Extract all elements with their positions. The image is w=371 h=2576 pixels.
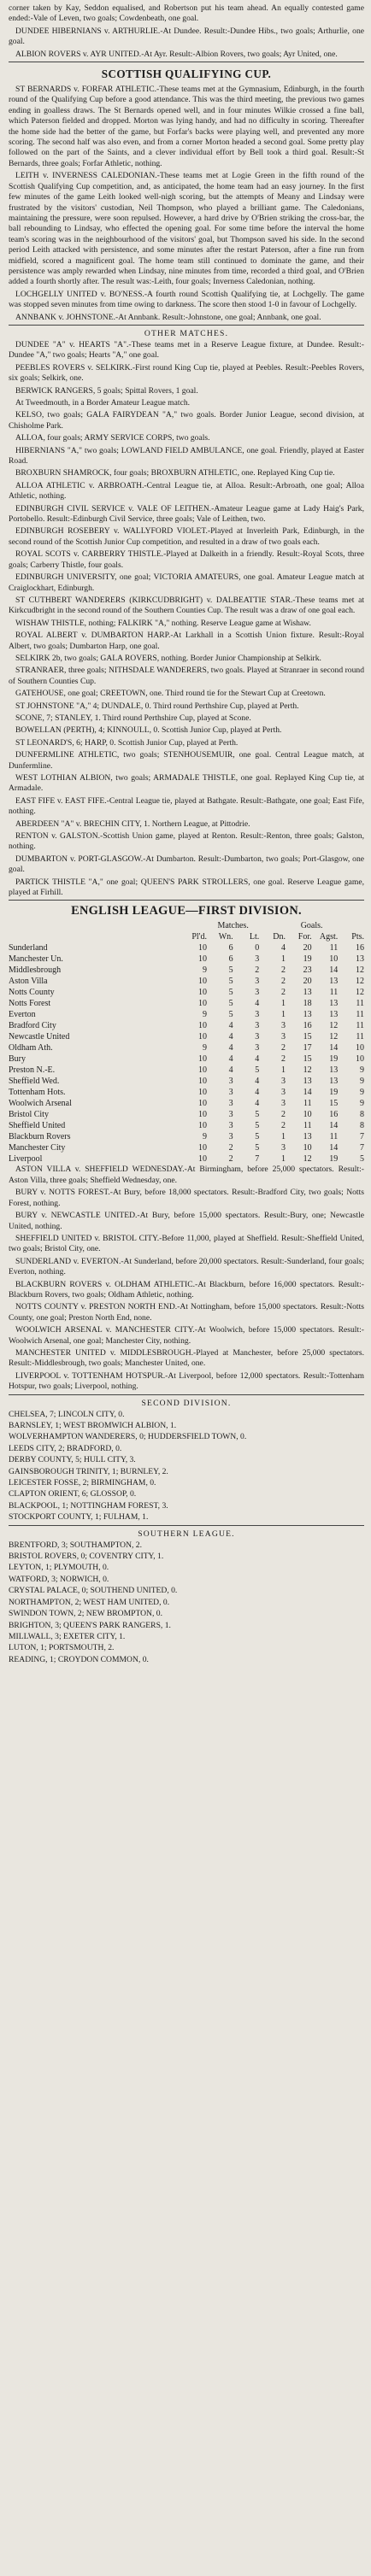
table-cell: 2 — [280, 1054, 286, 1065]
table-cell: 17 — [303, 1043, 312, 1053]
intro-paragraph-1: corner taken by Kay, Seddon equalised, and Robertson put his team ahead. An equally contested game ended:-Vale of Leven, two goals; Cowdenbeath, one goal. — [9, 3, 364, 24]
match-report: DUMBARTON v. PORT-GLASGOW.-At Dumbarton. Result:-Dumbarton, two goals; Port-Glasgow, one goal. — [9, 854, 364, 875]
section-subheading: SECOND DIVISION. — [141, 1398, 232, 1408]
table-cell: 2 — [228, 1154, 233, 1165]
result-line: WATFORD, 3; NORWICH, 0. — [9, 1574, 109, 1584]
table-cell: 5 — [255, 1132, 260, 1142]
table-row — [9, 1076, 364, 1087]
table-cell: 2 — [280, 1043, 286, 1053]
table-cell: 12 — [303, 1154, 312, 1165]
match-report: BERWICK RANGERS, 5 goals; Spittal Rovers, 1 goal. — [15, 385, 198, 396]
table-cell: 14 — [329, 1121, 339, 1131]
table-cell: 1 — [280, 1154, 286, 1165]
table-cell: 10 — [356, 1043, 364, 1053]
column-header: Agst. — [319, 932, 339, 942]
table-cell: 12 — [356, 988, 364, 998]
southern-league-results — [9, 1540, 364, 1665]
match-report: ALLOA, four goals; ARMY SERVICE CORPS, two goals. — [15, 433, 210, 443]
second-division-section — [9, 1399, 364, 1523]
table-cell: 13 — [303, 988, 312, 998]
table-cell: 3 — [228, 1121, 233, 1131]
team-name: Sheffield Wed. — [9, 1077, 60, 1087]
match-report: WEST LOTHIAN ALBION, two goals; ARMADALE THISTLE, one goal. Replayed King Cup tie, at Armadale. — [9, 773, 364, 794]
table-cell: 19 — [329, 1154, 339, 1165]
league-table-caption-row — [9, 920, 364, 931]
table-row — [9, 1153, 364, 1165]
table-cell: 15 — [303, 1054, 312, 1065]
table-cell: 5 — [255, 1065, 260, 1076]
table-row — [9, 1009, 364, 1020]
match-report: PEEBLES ROVERS v. SELKIRK.-First round King Cup tie, played at Peebles. Result:-Peebles Rovers, six goals; Selkirk, one. — [9, 362, 364, 384]
table-cell: 9 — [202, 1132, 207, 1142]
table-cell: 4 — [255, 1088, 260, 1098]
table-cell: 4 — [228, 1032, 233, 1042]
table-cell: 3 — [255, 1010, 260, 1020]
scottish-qualifying-cup-section — [9, 67, 364, 323]
table-cell: 13 — [303, 1077, 312, 1087]
table-cell: 13 — [329, 977, 339, 987]
table-cell: 10 — [197, 1032, 207, 1042]
table-cell: 11 — [356, 999, 364, 1009]
table-cell: 4 — [280, 943, 286, 954]
league-table — [9, 920, 364, 1165]
table-cell: 13 — [303, 1010, 312, 1020]
table-cell: 2 — [280, 1121, 286, 1131]
table-cell: 19 — [329, 1054, 339, 1065]
table-cell: 10 — [197, 1021, 207, 1031]
table-cell: 13 — [329, 999, 339, 1009]
table-cell: 16 — [356, 943, 364, 954]
table-cell: 7 — [360, 1132, 364, 1142]
result-line: LEICESTER FOSSE, 2; BIRMINGHAM, 0. — [9, 1478, 156, 1488]
match-report: HIBERNIANS "A," two goals; LOWLAND FIELD AMBULANCE, one goal. Friendly, played at Easter Road. — [9, 445, 364, 466]
table-row — [9, 1065, 364, 1076]
match-report: ALLOA ATHLETIC v. ARBROATH.-Central League tie, at Alloa. Result:-Arbroath, one goal; Alloa Athletic, nothing. — [9, 480, 364, 502]
first-division-results — [9, 1165, 364, 1392]
table-cell: 13 — [329, 1010, 339, 1020]
table-cell: 4 — [228, 1054, 233, 1065]
table-cell: 3 — [280, 1032, 286, 1042]
result-line: LEYTON, 1; PLYMOUTH, 0. — [9, 1563, 109, 1573]
team-name: Tottenham Hots. — [9, 1088, 66, 1098]
match-report: ST CUTHBERT WANDERERS (KIRKCUDBRIGHT) v. DALBEATTIE STAR.-These teams met at Kirkcudbright in the second round of the Southern Counties Cup. The result was a draw of one goal each. — [9, 595, 364, 616]
match-report: SHEFFIELD UNITED v. BRISTOL CITY.-Before 11,000, played at Sheffield. Result:-Sheffield United, two goals; Bristol City, one. — [9, 1233, 364, 1254]
match-report: SCONE, 7; STANLEY, 1. Third round Perthshire Cup, played at Scone. — [15, 713, 251, 723]
column-header: Pts. — [351, 932, 364, 942]
table-cell: 1 — [280, 999, 286, 1009]
other-matches-list — [9, 340, 364, 899]
table-row — [9, 1031, 364, 1042]
table-cell: 12 — [329, 1032, 339, 1042]
match-report: ANNBANK v. JOHNSTONE.-At Annbank. Result:-Johnstone, one goal; Annbank, one goal. — [15, 312, 321, 322]
table-cell: 9 — [202, 965, 207, 976]
table-cell: 12 — [356, 977, 364, 987]
table-cell: 10 — [303, 1110, 312, 1120]
match-report: EAST FIFE v. EAST FIFE.-Central League tie, played at Bathgate. Result:-Bathgate, one goal; East Fife, nothing. — [9, 795, 364, 817]
match-report: ROYAL ALBERT v. DUMBARTON HARP.-At Larkhall in a Scottish Union fixture. Result:-Royal Albert, two goals; Dumbarton Harp, one goal. — [9, 631, 364, 651]
result-line: MILLWALL, 3; EXETER CITY, 1. — [9, 1631, 126, 1641]
second-division-results — [9, 1410, 364, 1523]
result-line: GAINSBOROUGH TRINITY, 1; BURNLEY, 2. — [9, 1466, 168, 1476]
match-report: NOTTS COUNTY v. PRESTON NORTH END.-At Nottingham, before 15,000 spectators. Result:-Notts County, one goal; Preston North End, none. — [9, 1302, 364, 1323]
table-cell: 10 — [197, 1110, 207, 1120]
table-cell: 13 — [329, 1065, 339, 1076]
table-cell: 1 — [280, 954, 286, 965]
table-cell: 13 — [303, 1132, 312, 1142]
table-cell: 3 — [228, 1110, 233, 1120]
result-line: DERBY COUNTY, 5; HULL CITY, 3. — [9, 1455, 136, 1465]
southern-league-section — [9, 1529, 364, 1665]
table-cell: 9 — [202, 1010, 207, 1020]
table-cell: 5 — [228, 999, 233, 1009]
table-cell: 4 — [228, 1065, 233, 1076]
column-header: Dn. — [273, 932, 286, 942]
team-name: Bradford City — [9, 1021, 56, 1031]
match-report: BROXBURN SHAMROCK, four goals; BROXBURN ATHLETIC, one. Replayed King Cup tie. — [15, 468, 335, 478]
table-cell: 14 — [329, 1043, 339, 1053]
result-line: BARNSLEY, 1; WEST BROMWICH ALBION, 1. — [9, 1421, 177, 1430]
table-cell: 10 — [197, 1099, 207, 1109]
table-cell: 9 — [360, 1077, 364, 1087]
result-line: CHELSEA, 7; LINCOLN CITY, 0. — [9, 1409, 125, 1419]
team-name: Bury — [9, 1054, 26, 1065]
result-line: NORTHAMPTON, 2; WEST HAM UNITED, 0. — [9, 1597, 170, 1607]
team-name: Preston N.-E. — [9, 1065, 56, 1076]
table-cell: 2 — [280, 988, 286, 998]
table-cell: 14 — [329, 965, 339, 976]
table-cell: 10 — [197, 988, 207, 998]
match-report: SELKIRK 2b, two goals; GALA ROVERS, nothing. Border Junior Championship at Selkirk. — [15, 653, 321, 663]
other-matches-section — [9, 329, 364, 899]
table-cell: 4 — [228, 1043, 233, 1053]
column-header: Pl'd. — [191, 932, 207, 942]
table-cell: 3 — [280, 1099, 286, 1109]
table-cell: 3 — [255, 988, 260, 998]
table-cell: 8 — [360, 1121, 364, 1131]
match-report: BURY v. NOTTS FOREST.-At Bury, before 18,000 spectators. Result:-Bradford City, two goals; Notts Forest, nothing. — [9, 1188, 364, 1208]
table-cell: 3 — [228, 1132, 233, 1142]
table-cell: 2 — [255, 965, 260, 976]
table-cell: 10 — [197, 1121, 207, 1131]
table-cell: 9 — [360, 1088, 364, 1098]
table-cell: 3 — [280, 1143, 286, 1153]
table-cell: 3 — [255, 977, 260, 987]
column-header: For. — [297, 932, 312, 942]
team-name: Newcastle United — [9, 1032, 70, 1042]
table-cell: 11 — [356, 1010, 364, 1020]
match-report: WOOLWICH ARSENAL v. MANCHESTER CITY.-At Woolwich, before 15,000 spectators. Result:-Woolwich Arsenal, one goal; Manchester City, nothing. — [9, 1325, 364, 1346]
match-report: ROYAL SCOTS v. CARBERRY THISTLE.-Played at Dalkeith in a friendly. Result:-Royal Scots, three goals; Carberry Thistle, four goals. — [9, 549, 364, 570]
table-row — [9, 954, 364, 965]
table-row — [9, 1131, 364, 1142]
table-cell: 11 — [303, 1121, 312, 1131]
result-line: BLACKPOOL, 1; NOTTINGHAM FOREST, 3. — [9, 1500, 168, 1511]
match-report: EDINBURGH ROSEBERY v. WALLYFORD VIOLET.-Played at Inverleith Park, Edinburgh, in the second round of the Scottish Junior Cup competition, and resulted in a draw of two goals each. — [9, 526, 364, 547]
table-cell: 9 — [360, 1099, 364, 1109]
table-cell: 2 — [228, 1143, 233, 1153]
table-row — [9, 987, 364, 998]
result-line: STOCKPORT COUNTY, 1; FULHAM, 1. — [9, 1512, 149, 1523]
result-line: SWINDON TOWN, 2; NEW BROMPTON, 0. — [9, 1609, 162, 1619]
table-row — [9, 1142, 364, 1153]
table-cell: 19 — [303, 954, 312, 965]
table-cell: 2 — [280, 977, 286, 987]
table-cell: 12 — [329, 1021, 339, 1031]
match-report: ABERDEEN "A" v. BRECHIN CITY, 1. Northern League, at Pittodrie. — [15, 819, 250, 829]
match-report: KELSO, two goals; GALA FAIRYDEAN "A," two goals. Border Junior League, second division, at Chisholme Park. — [9, 410, 364, 431]
table-cell: 3 — [255, 1021, 260, 1031]
team-name: Sheffield United — [9, 1121, 66, 1131]
table-cell: 10 — [197, 1088, 207, 1098]
match-report: EDINBURGH UNIVERSITY, one goal; VICTORIA AMATEURS, one goal. Amateur League match at Craiglockhart, Edinburgh. — [9, 572, 364, 593]
table-cell: 3 — [228, 1077, 233, 1087]
table-cell: 3 — [255, 1032, 260, 1042]
team-name: Blackburn Rovers — [9, 1132, 71, 1142]
table-cell: 3 — [255, 1043, 260, 1053]
table-cell: 8 — [360, 1110, 364, 1120]
match-report: RENTON v. GALSTON.-Scottish Union game, played at Renton. Result:-Renton, three goals; Galston, nothing. — [9, 831, 364, 852]
goals-caption: Goals. — [300, 921, 323, 931]
table-cell: 10 — [356, 1054, 364, 1065]
table-cell: 18 — [303, 999, 312, 1009]
team-name: Middlesbrough — [9, 965, 62, 976]
match-report: BOWELLAN (PERTH), 4; KINNOULL, 0. Scottish Junior Cup, played at Perth. — [15, 725, 282, 736]
table-cell: 10 — [303, 1143, 312, 1153]
match-report: LOCHGELLY UNITED v. BO'NESS.-A fourth round Scottish Qualifying tie, at Lochgelly. The game was stopped seven minutes from time owing to darkness. The score then stood 1-0 in favour of Lochgelly. — [9, 289, 364, 310]
table-row — [9, 1087, 364, 1098]
result-line: BRIGHTON, 3; QUEEN'S PARK RANGERS, 1. — [9, 1620, 171, 1630]
table-row — [9, 976, 364, 987]
match-report: LIVERPOOL v. TOTTENHAM HOTSPUR.-At Liverpool, before 12,000 spectators. Result:-Tottenham Hotspur, two goals; Liverpool, nothing. — [9, 1370, 364, 1392]
table-cell: 5 — [228, 965, 233, 976]
team-name: Everton — [9, 1010, 36, 1020]
table-cell: 3 — [280, 1077, 286, 1087]
table-cell: 4 — [255, 1077, 260, 1087]
league-heading: ENGLISH LEAGUE—FIRST DIVISION. — [71, 904, 302, 918]
table-cell: 9 — [202, 1043, 207, 1053]
table-cell: 16 — [329, 1110, 339, 1120]
table-cell: 2 — [280, 1110, 286, 1120]
table-cell: 3 — [255, 954, 260, 965]
table-cell: 3 — [280, 1088, 286, 1098]
table-cell: 1 — [280, 1010, 286, 1020]
match-report: LEITH v. INVERNESS CALEDONIAN.-These teams met at Logie Green in the fifth round of the Scottish Qualifying Cup competition, and, as anticipated, the home team had an easy journey. In the first few minutes of the game Leith looked well-nigh scoring, but the attempts of Meany and Lindsay were frustrated by the visitors' custodian, Neil Thompson, who played a brilliant game. The Caledonians, maintaining the pressure, were soon repulsed. However, a hard drive by O'Brien striking the cross-bar, the ball rebounding to Lindsay, who effected the opening goal. For some time before the interval the home team's scoring was in the neighbourhood of the visitors' goal, but Thompson saved his side. In the second period Leith attacked with persistence, and some minutes after the restart Paterson, after a fine run from midfield, scored a magnificent goal. The home team still continued to dominate the game, and their persistence was amply rewarded when Lindsay, nine minutes from time, recorded a third goal, and O'Brien added a fourth shortly after. The result was:-Leith, four goals; Inverness Caledonian, nothing. — [9, 171, 364, 287]
match-report: SUNDERLAND v. EVERTON.-At Sunderland, before 20,000 spectators. Result:-Sunderland, four goals; Everton, nothing. — [9, 1256, 364, 1277]
table-row — [9, 942, 364, 954]
divider — [9, 325, 364, 326]
match-report: DUNDEE "A" v. HEARTS "A".-These teams met in a Reserve League fixture, at Dundee. Result:-Dundee "A," two goals; Hearts "A," one goal. — [9, 339, 364, 361]
table-cell: 5 — [360, 1154, 364, 1165]
intro-paragraph-2: DUNDEE HIBERNIANS v. ARTHURLIE.-At Dundee. Result:-Dundee Hibs., two goals; Arthurlie, one goal. — [9, 26, 364, 47]
team-name: Aston Villa — [9, 977, 48, 987]
team-name: Woolwich Arsenal — [9, 1099, 72, 1109]
team-name: Manchester Un. — [9, 954, 63, 965]
match-report: PARTICK THISTLE "A," one goal; QUEEN'S PARK STROLLERS, one goal. Reserve League game, played at Firhill. — [9, 877, 364, 898]
match-report: BLACKBURN ROVERS v. OLDHAM ATHLETIC.-At Blackburn, before 16,000 spectators. Result:-Blackburn Rovers, two goals; Oldham Athletic, nothing. — [9, 1279, 364, 1300]
team-name: Bristol City — [9, 1110, 49, 1120]
team-name: Notts County — [9, 988, 55, 998]
table-cell: 23 — [303, 965, 312, 976]
table-cell: 20 — [303, 977, 312, 987]
table-cell: 4 — [255, 1054, 260, 1065]
table-cell: 10 — [197, 977, 207, 987]
team-name: Sunderland — [9, 943, 48, 954]
table-cell: 15 — [329, 1099, 339, 1109]
english-league-section — [9, 904, 364, 1392]
table-cell: 15 — [303, 1032, 312, 1042]
table-cell: 10 — [197, 943, 207, 954]
table-cell: 11 — [329, 1132, 339, 1142]
table-row — [9, 965, 364, 976]
team-name: Oldham Ath. — [9, 1043, 53, 1053]
table-cell: 12 — [303, 1065, 312, 1076]
result-line: READING, 1; CROYDON COMMON, 0. — [9, 1654, 149, 1664]
table-cell: 20 — [303, 943, 312, 954]
divider — [9, 1525, 364, 1526]
table-cell: 7 — [255, 1154, 260, 1165]
team-name: Notts Forest — [9, 999, 51, 1009]
column-header: Lt. — [249, 932, 260, 942]
match-report: DUNFERMLINE ATHLETIC, two goals; STENHOUSEMUIR, one goal. Central League match, at Dunfermline. — [9, 750, 364, 771]
intro-section — [9, 3, 364, 60]
table-cell: 1 — [280, 1065, 286, 1076]
table-cell: 0 — [255, 943, 260, 954]
table-row — [9, 1098, 364, 1109]
table-cell: 11 — [303, 1099, 312, 1109]
table-cell: 3 — [228, 1088, 233, 1098]
table-cell: 12 — [356, 965, 364, 976]
table-cell: 3 — [228, 1099, 233, 1109]
table-cell: 7 — [360, 1143, 364, 1153]
table-cell: 1 — [280, 1132, 286, 1142]
table-cell: 10 — [197, 1154, 207, 1165]
table-cell: 10 — [329, 954, 339, 965]
table-cell: 6 — [228, 954, 233, 965]
match-report: ASTON VILLA v. SHEFFIELD WEDNESDAY.-At Birmingham, before 25,000 spectators. Result:-Aston Villa, three goals; Sheffield Wednesday, one. — [9, 1165, 364, 1185]
match-report: ST LEONARD'S, 6; HARP, 0. Scottish Junior Cup, played at Perth. — [15, 737, 238, 748]
table-cell: 4 — [255, 999, 260, 1009]
table-cell: 10 — [197, 999, 207, 1009]
table-row — [9, 998, 364, 1009]
result-line: LEEDS CITY, 2; BRADFORD, 0. — [9, 1443, 122, 1453]
table-cell: 6 — [228, 943, 233, 954]
table-cell: 16 — [303, 1021, 312, 1031]
table-cell: 11 — [356, 1021, 364, 1031]
table-row — [9, 1109, 364, 1120]
table-cell: 3 — [280, 1021, 286, 1031]
match-report: EDINBURGH CIVIL SERVICE v. VALE OF LEITHEN.-Amateur League game at Lady Haig's Park, Portobello. Result:-Edinburgh Civil Service, three goals; Vale of Leithen, two. — [9, 503, 364, 525]
table-row — [9, 1020, 364, 1031]
table-cell: 19 — [329, 1088, 339, 1098]
match-report: MANCHESTER UNITED v. MIDDLESBROUGH.-Played at Manchester, before 25,000 spectators. Result:-Middlesbrough, two goals; Manchester United, one. — [9, 1347, 364, 1369]
table-cell: 11 — [356, 1032, 364, 1042]
table-cell: 9 — [360, 1065, 364, 1076]
section-subheading: OTHER MATCHES. — [144, 328, 229, 338]
divider — [9, 900, 364, 901]
league-table-header-row — [9, 931, 364, 942]
table-cell: 4 — [228, 1021, 233, 1031]
match-report: ST BERNARDS v. FORFAR ATHLETIC.-These teams met at the Gymnasium, Edinburgh, in the fourth round of the Qualifying Cup before a good attendance. This was the third meeting, the previous two games ending in goalless draws. The St Bernards opened well, and in four minutes Wilkie crossed a fine ball, which Paterson fielded and dropped. Morton was lying handy, and had no difficulty in scoring. Thereafter the home side had the better of the game, but Forfar's backs were playing well, and prevented any more scoring. The second half was also even, and from a corner Morton headed a second goal. Some pretty play followed on the part of the Saints, and a clever individual effort by Bell took a third goal. Result:-St Bernards, three goals; Forfar Athletic, nothing. — [9, 85, 364, 168]
table-cell: 11 — [329, 988, 339, 998]
table-cell: 10 — [197, 954, 207, 965]
column-header: Wn. — [218, 932, 233, 942]
table-row — [9, 1120, 364, 1131]
result-line: LUTON, 1; PORTSMOUTH, 2. — [9, 1643, 115, 1653]
match-report: GATEHOUSE, one goal; CREETOWN, one. Third round tie for the Stewart Cup at Creetown. — [15, 689, 326, 699]
section-subheading: SOUTHERN LEAGUE. — [138, 1529, 235, 1539]
team-name: Manchester City — [9, 1143, 66, 1153]
result-line: CLAPTON ORIENT, 6; GLOSSOP, 0. — [9, 1489, 137, 1499]
table-cell: 14 — [329, 1143, 339, 1153]
result-line: BRISTOL ROVERS, 0; COVENTRY CITY, 1. — [9, 1552, 164, 1562]
table-cell: 11 — [329, 943, 339, 954]
table-cell: 13 — [356, 954, 364, 965]
match-report: At Tweedmouth, in a Border Amateur League match. — [15, 398, 191, 408]
table-cell: 13 — [329, 1077, 339, 1087]
match-report: ST JOHNSTONE "A," 4; DUNDALE, 0. Third round Perthshire Cup, played at Perth. — [15, 701, 299, 711]
section-heading: SCOTTISH QUALIFYING CUP. — [101, 67, 272, 81]
table-cell: 10 — [197, 1065, 207, 1076]
match-report: STRANRAER, three goals; NITHSDALE WANDERERS, two goals. Played at Stranraer in second round of Southern Counties Cup. — [9, 666, 364, 686]
table-cell: 2 — [280, 965, 286, 976]
match-report: WISHAW THISTLE, nothing; FALKIRK "A," nothing. Reserve League game at Wishaw. — [15, 618, 311, 628]
result-line: WOLVERHAMPTON WANDERERS, 0; HUDDERSFIELD TOWN, 0. — [9, 1432, 247, 1442]
divider — [9, 1394, 364, 1395]
result-line: BRENTFORD, 3; SOUTHAMPTON, 2. — [9, 1540, 143, 1550]
table-cell: 5 — [228, 988, 233, 998]
table-cell: 5 — [228, 1010, 233, 1020]
table-cell: 5 — [255, 1143, 260, 1153]
intro-paragraph-3: ALBION ROVERS v. AYR UNITED.-At Ayr. Result:-Albion Rovers, two goals; Ayr United, one. — [15, 49, 338, 59]
result-line: CRYSTAL PALACE, 0; SOUTHEND UNITED, 0. — [9, 1586, 178, 1596]
table-cell: 5 — [228, 977, 233, 987]
team-name: Liverpool — [9, 1154, 43, 1165]
table-row — [9, 1053, 364, 1065]
match-report: BURY v. NEWCASTLE UNITED.-At Bury, before 15,000 spectators. Result:-Bury, one; Newcastle United, nothing. — [9, 1211, 364, 1231]
table-cell: 4 — [255, 1099, 260, 1109]
table-row — [9, 1042, 364, 1053]
table-cell: 10 — [197, 1077, 207, 1087]
table-cell: 5 — [255, 1110, 260, 1120]
table-cell: 5 — [255, 1121, 260, 1131]
table-cell: 14 — [303, 1088, 312, 1098]
table-cell: 10 — [197, 1054, 207, 1065]
matches-caption: Matches. — [217, 921, 249, 931]
table-cell: 10 — [197, 1143, 207, 1153]
